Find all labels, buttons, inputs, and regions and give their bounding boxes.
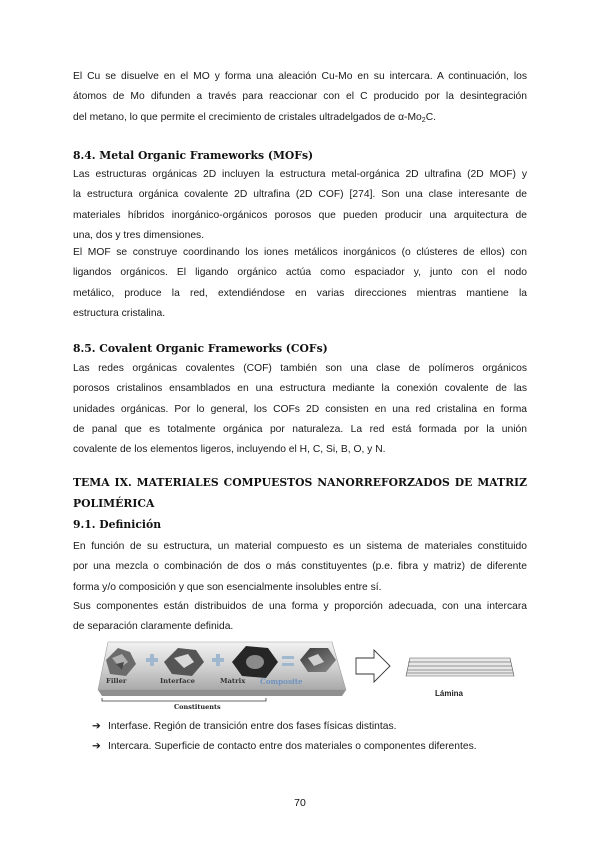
text-line: En función de su estructura, un material compuesto es un sistema de materiales constituido	[73, 541, 527, 552]
section-heading-8-5: 8.5. Covalent Organic Frameworks (COFs)	[73, 342, 328, 355]
text-line: una, dos y tres dimensiones.	[73, 229, 205, 241]
bullet-item	[92, 740, 477, 752]
text-line: ligandos orgánicos. El ligando orgánico actúa como espaciador y, junto con el nodo	[73, 267, 527, 279]
text-line: de separación claramente definida.	[73, 621, 234, 633]
arrow-bullet-icon: ➔	[92, 721, 101, 732]
composite-label: Composite	[260, 677, 303, 686]
interface-label: Interface	[160, 677, 195, 685]
intro-paragraph	[73, 67, 527, 131]
intro-last-line-suffix: C.	[425, 111, 437, 123]
text-line: metálico, produce la red, extendiéndose en varias direcciones mientras mantiene la	[73, 287, 527, 299]
text-line: Las estructuras orgánicas 2D incluyen la estructura metal-orgánica 2D ultrafina (2D MOF) y	[73, 169, 527, 180]
intro-line: átomos de Mo difunden a través para reaccionar con el C producido por la desintegración	[73, 91, 527, 103]
mof-paragraph-1	[73, 165, 527, 246]
bullet-text: Intercara. Superficie de contacto entre dos materiales o componentes diferentes.	[108, 741, 477, 752]
chapter-title-line-1: TEMA IX. MATERIALES COMPUESTOS NANORREFORZADOS DE MATRIZ	[73, 476, 527, 489]
text-line: forma y/o composición y que son esencialmente insolubles entre sí.	[73, 581, 382, 593]
text-line: porosos cristalinos ensamblados en una estructura mediante la conexión covalente de las	[73, 383, 527, 395]
intro-last-line-text: del metano, lo que permite el crecimiento de cristales ultradelgados de α-Mo	[73, 111, 422, 123]
lamina-label: Lámina	[435, 689, 464, 698]
definition-paragraph-1	[73, 537, 527, 598]
bullet-item	[92, 720, 396, 732]
text-line: de panal que es totalmente orgánica por naturaleza. La red está formada por la unión	[73, 423, 527, 435]
definition-paragraph-2	[73, 597, 527, 638]
text-line: por una mezcla o combinación de dos o más constituyentes (p.e. fibra y matriz) de diferente	[73, 561, 527, 573]
text-line: la estructura orgánica covalente 2D ultrafina (2D COF) [274]. Son una clase interesante de	[73, 189, 527, 201]
filler-label: Filler	[106, 677, 127, 685]
text-line: materiales híbridos inorgánico-orgánicos porosos que pueden producir una arquitectura de	[73, 209, 527, 221]
constituents-label: Constituents	[174, 703, 221, 711]
arrow-bullet-icon: ➔	[92, 741, 101, 752]
chapter-title-line-2: POLIMÉRICA	[73, 497, 155, 510]
mof-paragraph-2	[73, 243, 527, 324]
text-line: Las redes orgánicas covalentes (COF) también son una clase de polímeros orgánicos	[73, 363, 527, 374]
section-heading-8-4: 8.4. Metal Organic Frameworks (MOFs)	[73, 149, 314, 162]
intro-last-line	[73, 108, 527, 131]
constituents-bracket	[102, 698, 266, 701]
text-line: Sus componentes están distribuidos de una forma y proporción adecuada, con una intercara	[73, 601, 527, 612]
page-number: 70	[294, 797, 306, 809]
text-line: estructura cristalina.	[73, 307, 166, 319]
intro-line: El Cu se disuelve en el MO y forma una aleación Cu-Mo en su intercara. A continuación, los	[73, 71, 527, 82]
lamina-shape	[406, 658, 514, 676]
text-line: El MOF se construye coordinando los iones metálicos inorgánicos (o clústeres de ellos) con	[73, 247, 527, 258]
right-arrow-icon	[356, 650, 390, 682]
text-line: unidades orgánicas. Por lo general, los COFs 2D consisten en una red cristalina en forma	[73, 403, 527, 415]
text-line: covalente de los elementos ligeros, incluyendo el H, C, Si, B, O, y N.	[73, 444, 386, 456]
section-heading-9-1: 9.1. Definición	[73, 518, 162, 531]
band-shadow	[98, 690, 346, 696]
bullet-text: Interfase. Región de transición entre dos fases físicas distintas.	[108, 721, 397, 732]
composite-diagram-figure	[96, 636, 516, 712]
cof-paragraph	[73, 359, 527, 460]
subscript: 2	[421, 116, 426, 124]
matrix-label: Matrix	[220, 677, 246, 685]
